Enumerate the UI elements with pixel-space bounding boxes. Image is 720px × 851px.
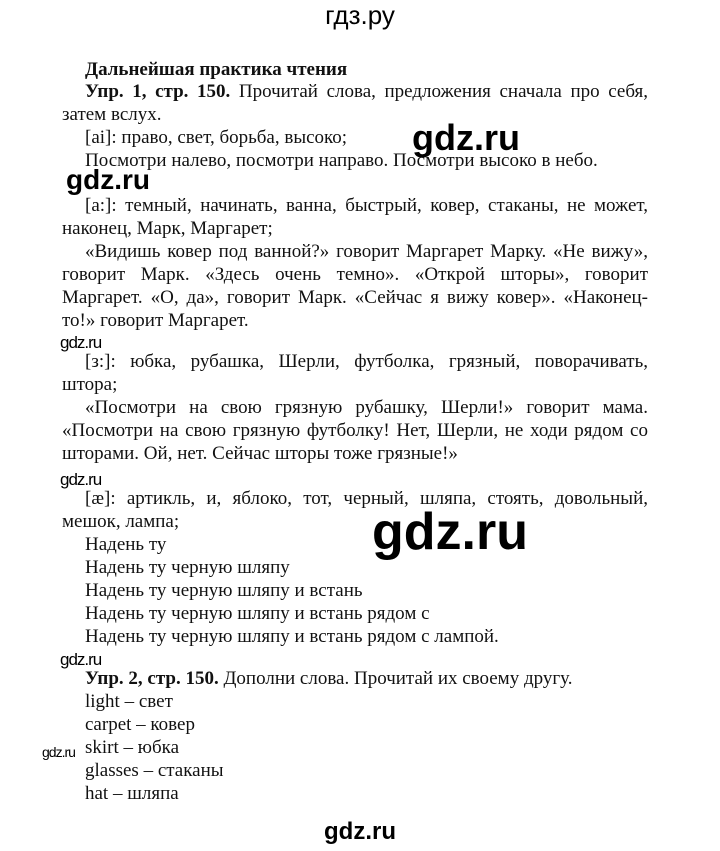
word-pair: glasses – стаканы: [85, 760, 224, 781]
watermark: gdz.ru: [60, 650, 102, 669]
paragraph: [ai]: право, свет, борьба, высоко;: [85, 127, 348, 148]
word-pair: hat – шляпа: [85, 783, 179, 804]
watermark: gdz.ru: [66, 164, 150, 195]
line: Надень ту черную шляпу и встань рядом с: [85, 603, 430, 624]
word-pair: light – свет: [85, 691, 173, 712]
paragraph: [з:]: юбка, рубашка, Шерли, футболка, грязный, поворачивать, штора;: [62, 351, 648, 395]
section-heading: Дальнейшая практика чтения: [85, 59, 348, 80]
watermark: gdz.ru: [60, 470, 102, 489]
exercise-2-instructions: [85, 667, 573, 690]
exercise-1-label: Упр. 1, стр. 150.: [85, 81, 231, 102]
line: Надень ту черную шляпу и встань рядом с лампой.: [85, 626, 499, 647]
line: Надень ту черную шляпу: [85, 557, 290, 578]
site-header: гдз.ру: [325, 0, 395, 30]
line: Надень ту черную шляпу и встань: [85, 580, 363, 601]
watermark: gdz.ru: [412, 117, 520, 158]
watermark-footer: gdz.ru: [324, 818, 396, 845]
paragraph: «Посмотри на свою грязную рубашку, Шерли!» говорит мама. «Посмотри на свою грязную футболку! Нет, Шерли, не ходи рядом со шторами. Ой, нет. Сейчас шторы тоже грязные!»: [62, 397, 648, 464]
exercise-1-instructions: [62, 80, 648, 126]
exercise-2-label: Упр. 2, стр. 150.: [85, 668, 219, 689]
watermark: gdz.ru: [42, 744, 75, 760]
line: Надень ту: [85, 534, 167, 555]
watermark: gdz.ru: [60, 333, 102, 352]
exercise-1-task: Прочитай слова, предложения сначала про себя, затем вслух.: [62, 81, 648, 125]
paragraph: [a:]: темный, начинать, ванна, быстрый, ковер, стаканы, не может, наконец, Марк, Маргарет;: [62, 195, 648, 239]
paragraph: [æ]: артикль, и, яблоко, тот, черный, шляпа, стоять, довольный, мешок, лампа;: [62, 488, 648, 532]
word-pair: skirt – юбка: [85, 737, 180, 758]
exercise-2-task: Дополни слова. Прочитай их своему другу.: [218, 668, 573, 689]
word-pair: carpet – ковер: [85, 714, 195, 735]
watermark: gdz.ru: [372, 503, 528, 561]
paragraph: «Видишь ковер под ванной?» говорит Маргарет Марку. «Не вижу», говорит Марк. «Здесь очень темно». «Открой шторы», говорит Маргарет. «О, да», говорит Марк. «Сейчас я вижу ковер». «Наконец-то!» говорит Маргарет.: [62, 241, 648, 331]
paragraph: Посмотри налево, посмотри направо. Посмотри высоко в небо.: [85, 150, 598, 171]
